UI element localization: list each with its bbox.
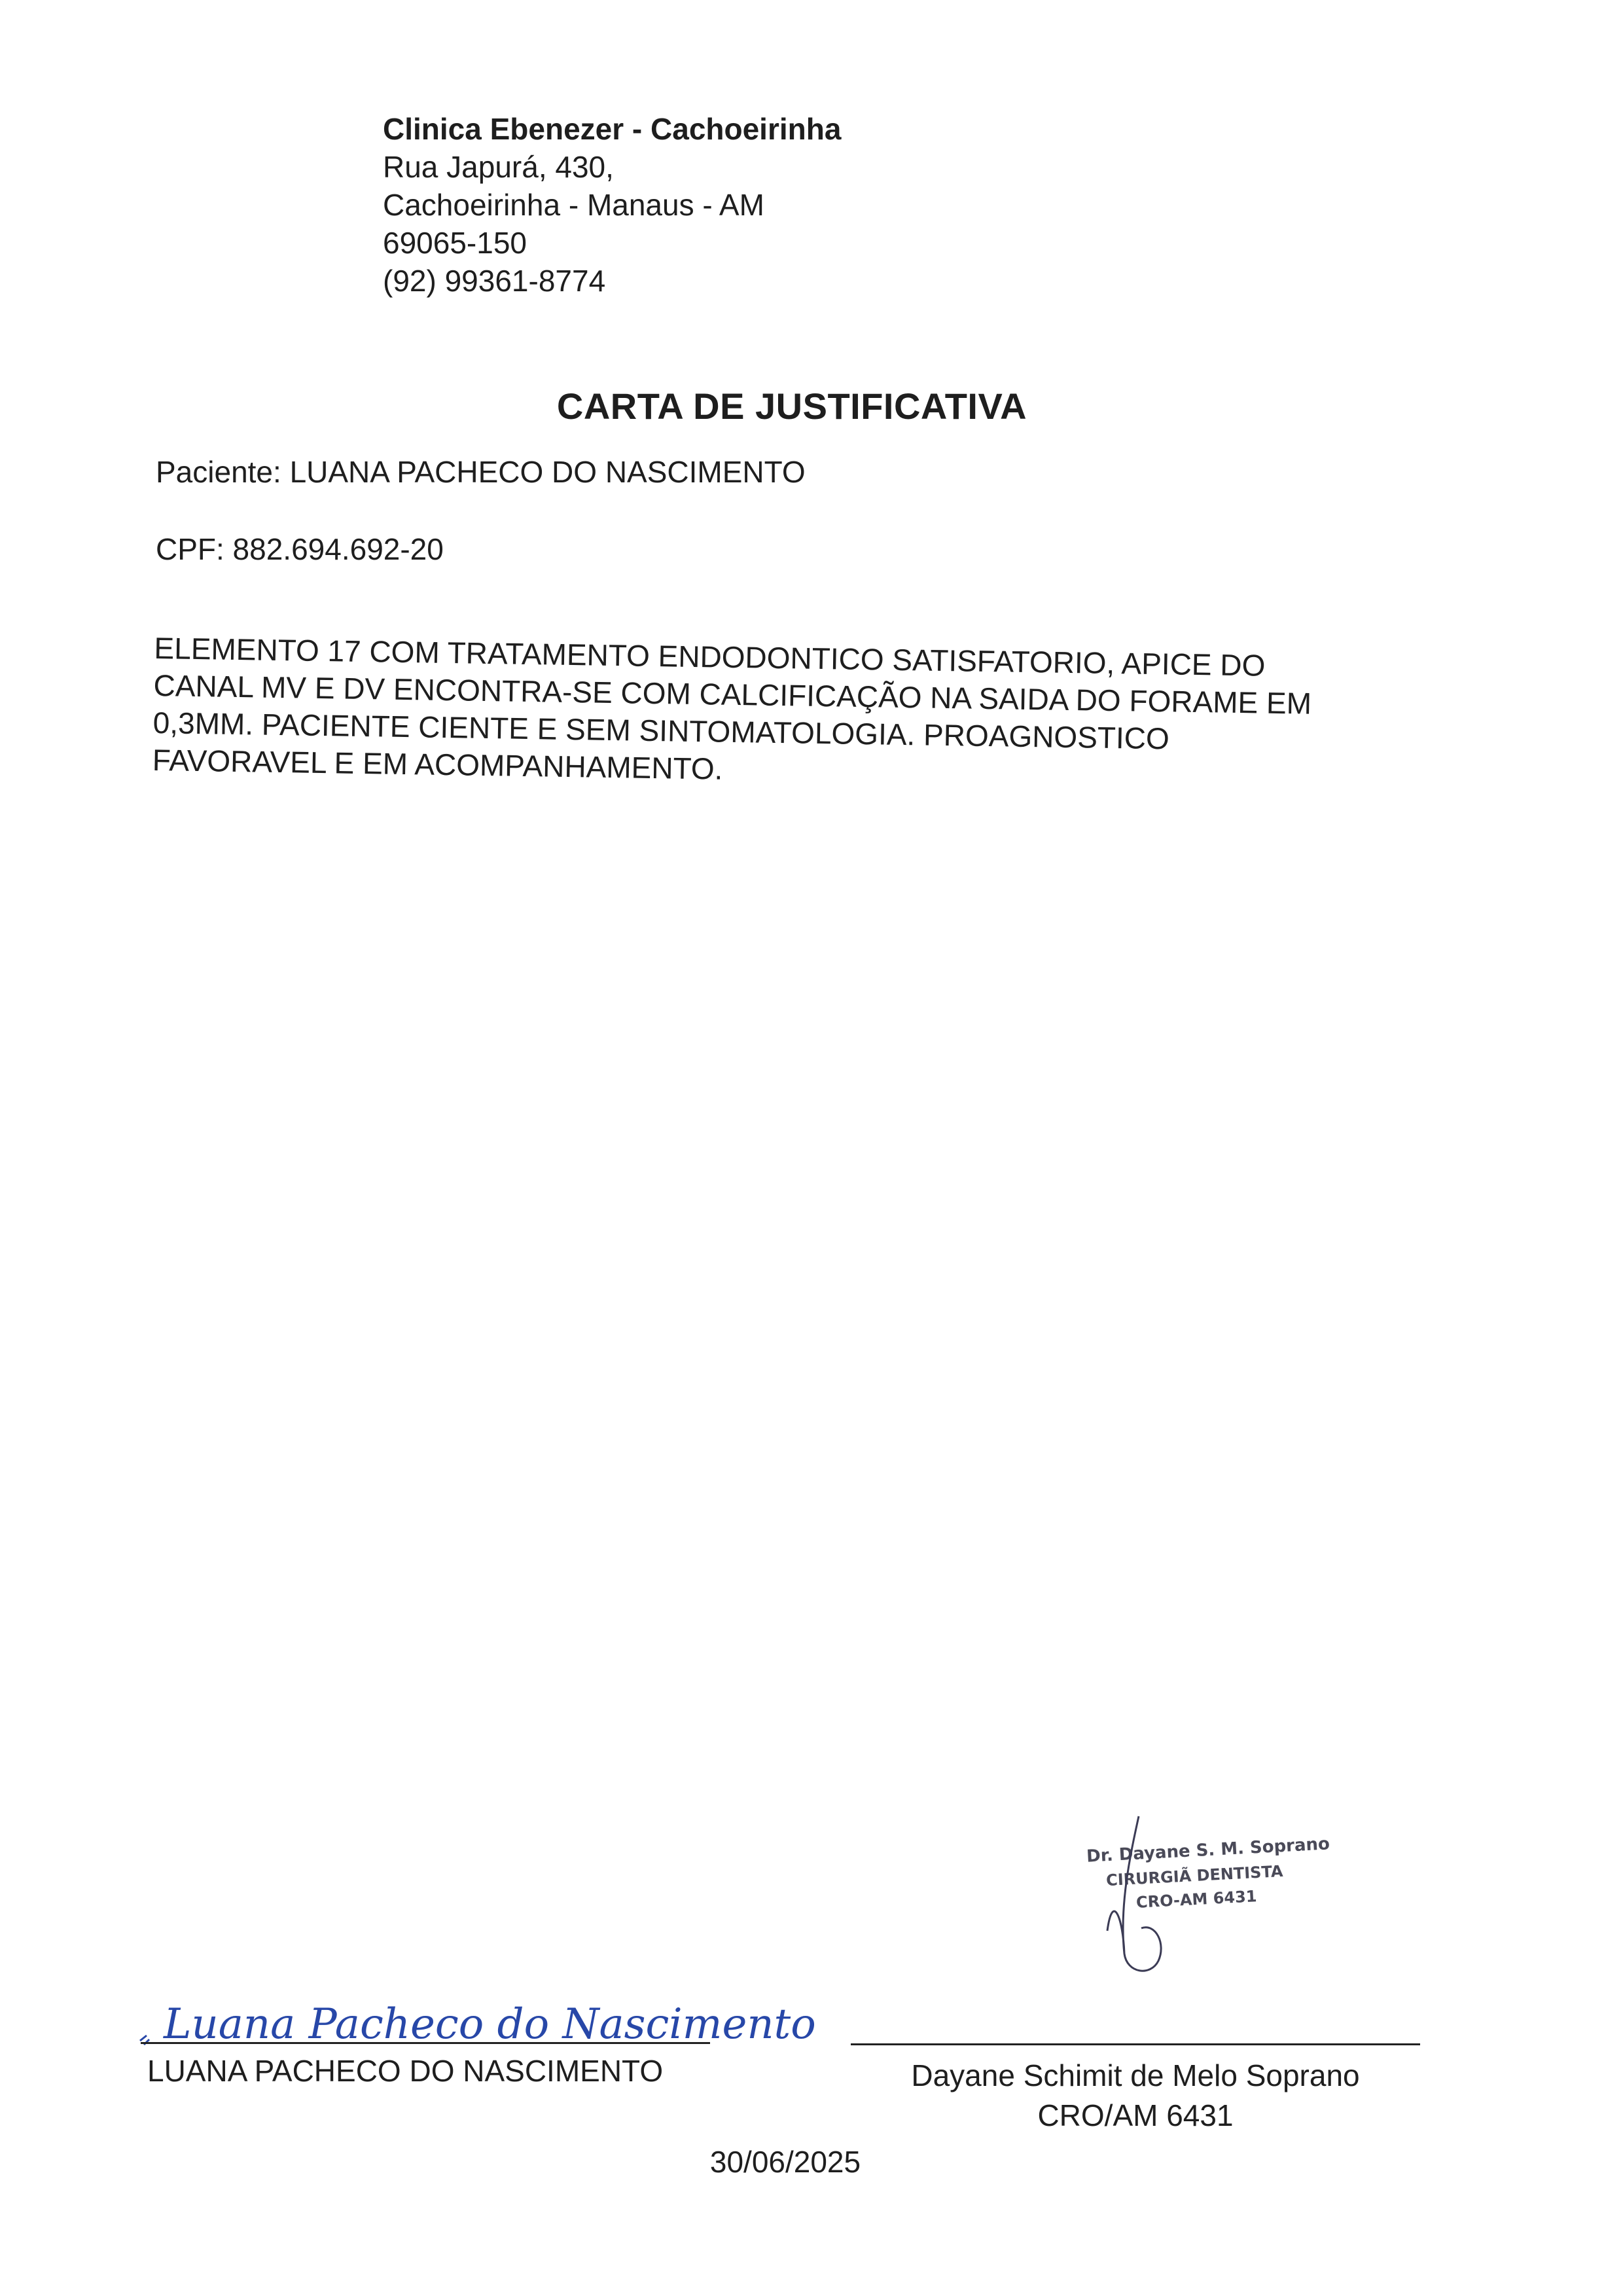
stamp-line-2: CIRURGIÃ DENTISTA [1105,1861,1284,1890]
patient-signature-line [141,2042,710,2044]
document-title: CARTA DE JUSTIFICATIVA [556,386,1027,427]
justification-text [152,630,1456,799]
dentist-name: Dayane Schimit de Melo Soprano [911,2058,1360,2092]
clinic-address-line2: Cachoeirinha - Manaus - AM [383,188,764,222]
patient-name-caption: LUANA PACHECO DO NASCIMENTO [147,2054,664,2088]
justification-line: ELEMENTO 17 COM TRATAMENTO ENDODONTICO SATISFATORIO, APICE DO [154,630,1266,683]
clinic-name: Clinica Ebenezer - Cachoeirinha [383,112,842,146]
clinic-zip: 69065-150 [383,226,527,260]
patient-signature-text: Luana Pacheco do Nascimento [164,2000,816,2049]
patient-line: Paciente: LUANA PACHECO DO NASCIMENTO [156,455,806,489]
dentist-stamp [1073,1813,1330,1983]
stamp-line-1: Dr. Dayane S. M. Soprano [1086,1834,1330,1867]
justification-line: CANAL MV E DV ENCONTRA-SE COM CALCIFICAÇÃO NA SAIDA DO FORAME EM [153,668,1312,721]
clinic-header [383,110,841,300]
stamp-line-3: CRO-AM 6431 [1135,1887,1258,1912]
dentist-signature-line [851,2043,1420,2045]
patient-signature [137,1990,825,2049]
cpf-line: CPF: 882.694.692-20 [156,532,444,566]
clinic-address-line1: Rua Japurá, 430, [383,150,614,184]
justification-line: FAVORAVEL E EM ACOMPANHAMENTO. [152,742,723,786]
dentist-cro: CRO/AM 6431 [1037,2098,1234,2132]
clinic-phone: (92) 99361-8774 [383,264,606,298]
justification-line: 0,3MM. PACIENTE CIENTE E SEM SINTOMATOLOGIA. PROAGNOSTICO [152,705,1170,756]
dentist-signature-scribble [1073,1813,1296,1983]
document-date: 30/06/2025 [709,2145,861,2179]
